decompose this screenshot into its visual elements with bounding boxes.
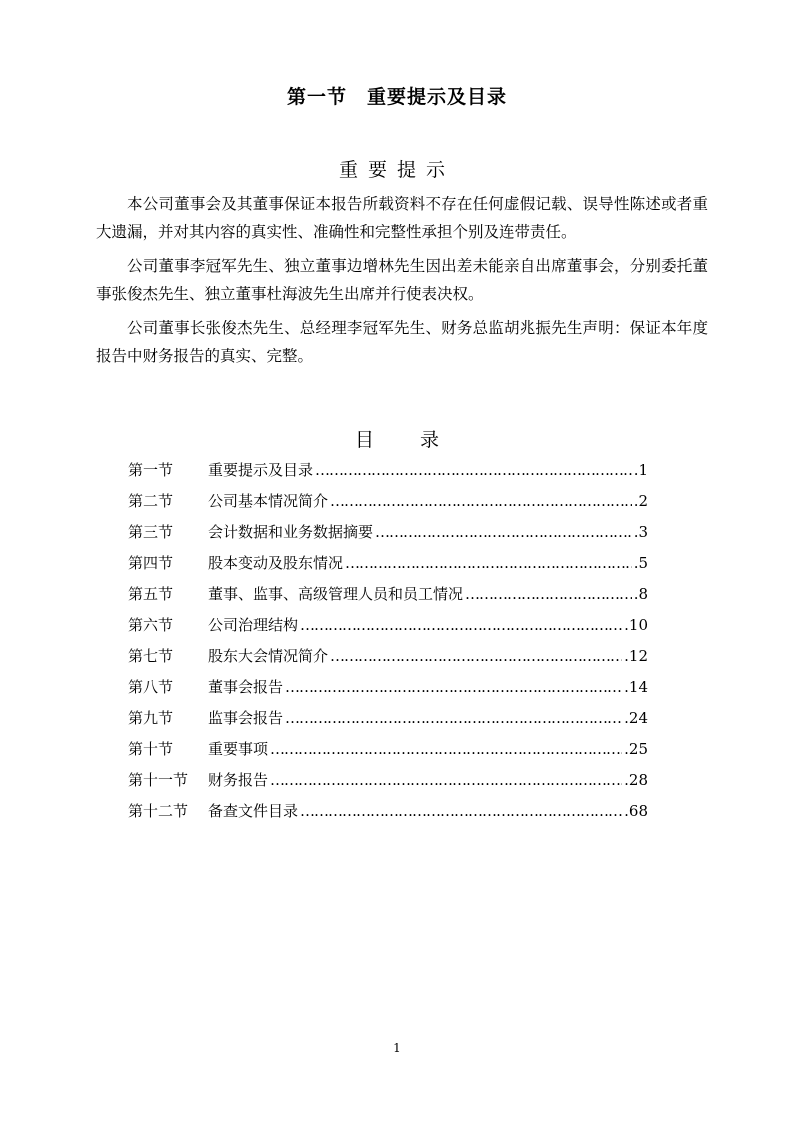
toc-page: .8 xyxy=(633,585,648,603)
notice-paragraph: 本公司董事会及其董事保证本报告所载资料不存在任何虚假记载、误导性陈述或者重大遗漏，并对其内容的真实性、准确性和完整性承担个别及连带责任。 xyxy=(96,195,708,241)
toc-section: 第九节 xyxy=(128,709,174,727)
toc-entry[interactable] xyxy=(128,676,648,707)
toc-page: .68 xyxy=(624,802,648,820)
toc-title: 股东大会情况简介 xyxy=(208,647,329,665)
toc-title: 监事会报告 xyxy=(208,709,284,727)
page-number: 1 xyxy=(393,1041,401,1055)
toc-title: 公司基本情况简介 xyxy=(208,492,329,510)
toc-title: 董事会报告 xyxy=(208,678,284,696)
toc-section: 第七节 xyxy=(128,647,174,665)
toc-leader xyxy=(330,647,622,665)
toc-entry[interactable] xyxy=(128,614,648,645)
toc-page: .1 xyxy=(633,461,648,479)
toc-leader xyxy=(465,585,632,603)
toc-title: 备查文件目录 xyxy=(208,802,299,820)
toc-page: .2 xyxy=(633,492,648,510)
section-label: 第一节 xyxy=(286,86,347,108)
toc-page: .28 xyxy=(624,771,648,789)
table-of-contents xyxy=(128,459,648,831)
toc-title: 公司治理结构 xyxy=(208,616,299,634)
toc-page: .14 xyxy=(624,678,648,696)
toc-section: 第十一节 xyxy=(128,771,189,789)
toc-entry[interactable] xyxy=(128,583,648,614)
toc-entry[interactable] xyxy=(128,459,648,490)
toc-title: 重要提示及目录 xyxy=(208,461,314,479)
toc-leader xyxy=(330,492,632,510)
toc-section: 第二节 xyxy=(128,492,174,510)
toc-entry[interactable] xyxy=(128,769,648,800)
toc-page: .25 xyxy=(624,740,648,758)
toc-entry[interactable] xyxy=(128,490,648,521)
toc-leader xyxy=(285,678,622,696)
toc-leader xyxy=(315,461,632,479)
notice-paragraph: 公司董事长张俊杰先生、总经理李冠军先生、财务总监胡兆振先生声明：保证本年度报告中财务报告的真实、完整。 xyxy=(96,319,708,365)
toc-entry[interactable] xyxy=(128,645,648,676)
toc-page: .3 xyxy=(633,523,648,541)
toc-page: .24 xyxy=(624,709,648,727)
section-title xyxy=(0,82,794,109)
toc-title: 会计数据和业务数据摘要 xyxy=(208,523,374,541)
toc-heading-right: 录 xyxy=(420,429,440,451)
toc-heading-left: 目 xyxy=(354,429,374,451)
notice-paragraph: 公司董事李冠军先生、独立董事边增林先生因出差未能亲自出席董事会，分别委托董事张俊杰先生、独立董事杜海波先生出席并行使表决权。 xyxy=(96,257,708,303)
toc-section: 第四节 xyxy=(128,554,174,572)
toc-page: .5 xyxy=(633,554,648,572)
toc-leader xyxy=(285,709,622,727)
toc-page: .10 xyxy=(624,616,648,634)
toc-leader xyxy=(270,740,622,758)
section-name: 重要提示及目录 xyxy=(367,86,508,108)
toc-entry[interactable] xyxy=(128,707,648,738)
toc-heading xyxy=(0,425,794,452)
toc-page: .12 xyxy=(624,647,648,665)
toc-title: 重要事项 xyxy=(208,740,269,758)
toc-section: 第八节 xyxy=(128,678,174,696)
toc-title: 财务报告 xyxy=(208,771,269,789)
toc-leader xyxy=(345,554,632,572)
toc-title: 董事、监事、高级管理人员和员工情况 xyxy=(208,585,464,603)
notice-body xyxy=(96,190,708,376)
toc-leader xyxy=(270,771,622,789)
toc-section: 第十节 xyxy=(128,740,174,758)
toc-leader xyxy=(300,616,622,634)
toc-entry[interactable] xyxy=(128,738,648,769)
toc-section: 第一节 xyxy=(128,461,174,479)
toc-section: 第六节 xyxy=(128,616,174,634)
toc-leader xyxy=(300,802,622,820)
toc-title: 股本变动及股东情况 xyxy=(208,554,344,572)
toc-section: 第五节 xyxy=(128,585,174,603)
toc-section: 第十二节 xyxy=(128,802,189,820)
toc-leader xyxy=(375,523,632,541)
notice-heading: 重要提示 xyxy=(338,159,455,181)
toc-entry[interactable] xyxy=(128,521,648,552)
toc-section: 第三节 xyxy=(128,523,174,541)
toc-entry[interactable] xyxy=(128,800,648,831)
toc-entry[interactable] xyxy=(128,552,648,583)
